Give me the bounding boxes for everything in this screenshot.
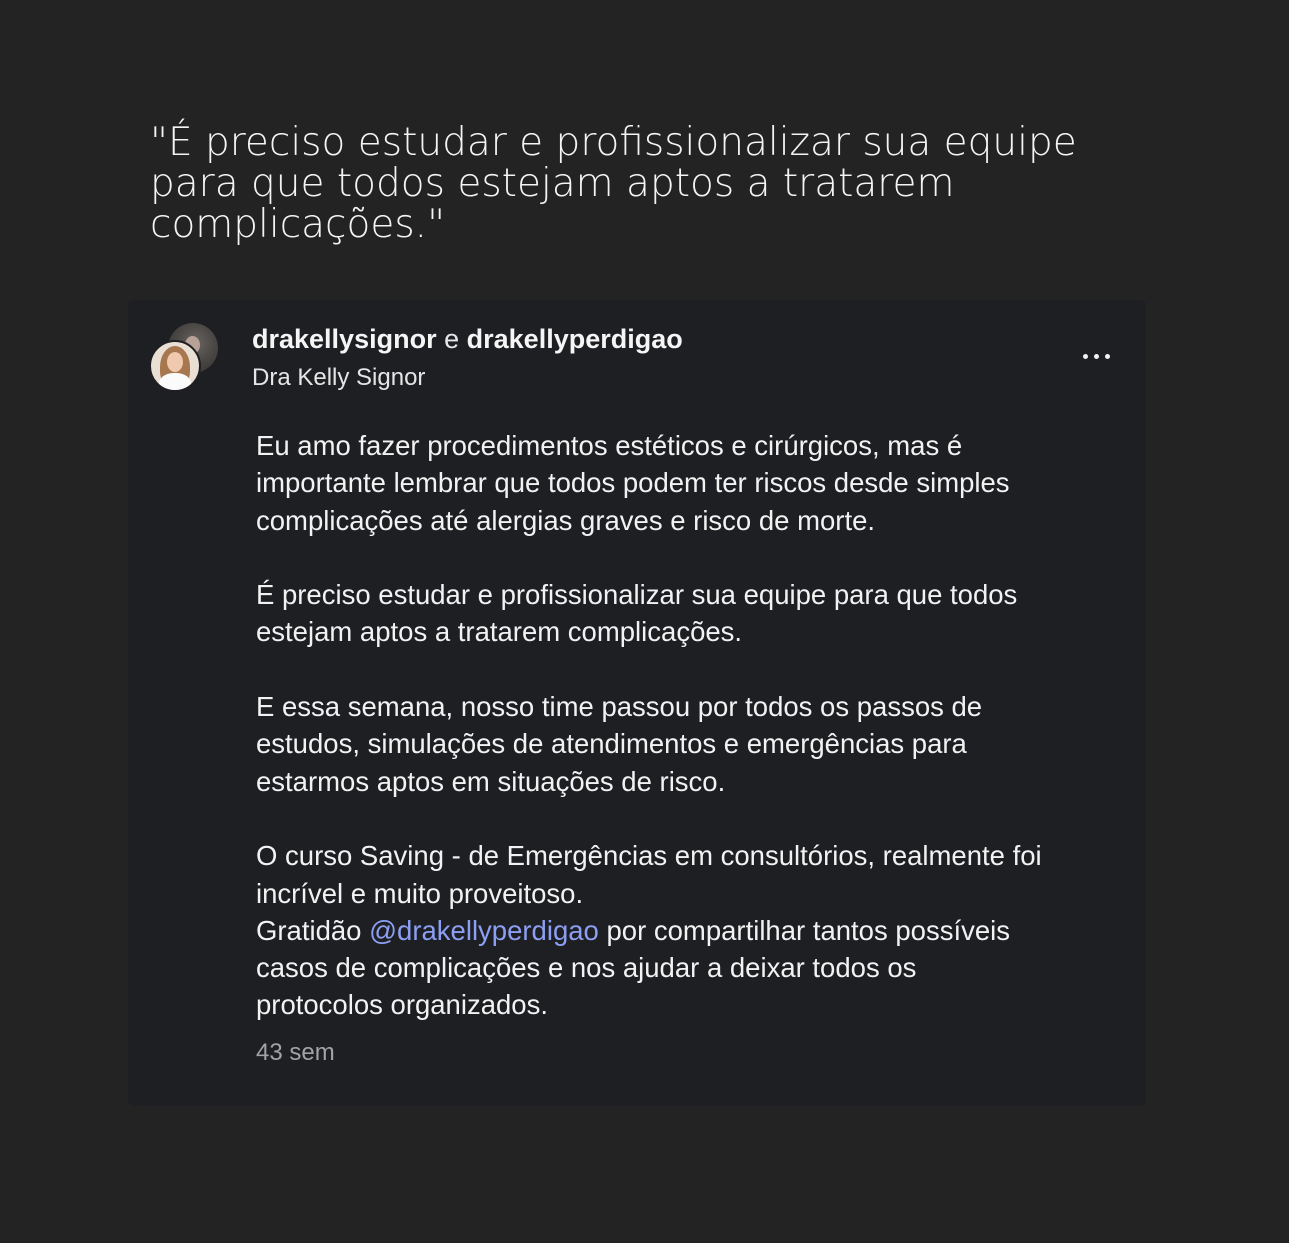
more-horizontal-icon <box>1105 354 1110 359</box>
caption-line: protocolos organizados. <box>256 989 548 1021</box>
headline-quote <box>150 122 1150 245</box>
caption-line: importante lembrar que todos podem ter riscos desde simples <box>256 467 1010 499</box>
caption-line: complicações até alergias graves e risco de morte. <box>256 504 876 536</box>
author-display-name: Dra Kelly Signor <box>252 364 426 391</box>
post-timestamp[interactable]: 43 sem <box>256 1039 335 1066</box>
caption-line: casos de complicações e nos ajudar a deixar todos os <box>256 952 917 984</box>
caption-line: O curso Saving - de Emergências em consultórios, realmente foi <box>256 840 1042 872</box>
more-horizontal-icon <box>1083 354 1088 359</box>
caption-paragraph <box>256 576 1136 651</box>
caption-line: estarmos aptos em situações de risco. <box>256 765 726 797</box>
avatar-coat <box>159 373 191 392</box>
quote-line: para que todos estejam aptos a tratarem <box>150 161 955 206</box>
more-horizontal-icon <box>1094 354 1099 359</box>
caption-line: Eu amo fazer procedimentos estéticos e cirúrgicos, mas é <box>256 430 963 461</box>
author-conjunction: e <box>444 324 460 354</box>
more-options-button[interactable] <box>1074 343 1118 369</box>
caption-line: incrível e muito proveitoso. <box>256 877 584 909</box>
post-authors <box>252 322 683 356</box>
author-link-primary[interactable]: drakellysignor <box>252 324 437 354</box>
author-link-secondary[interactable]: drakellyperdigao <box>466 324 683 354</box>
caption-paragraph <box>256 688 1136 800</box>
caption-line-gratitude <box>256 912 1136 949</box>
mention-link-drakellyperdigao[interactable]: @drakellyperdigao <box>369 914 599 946</box>
caption-paragraph <box>256 837 1136 1023</box>
collab-avatars[interactable] <box>149 323 221 395</box>
caption-line: estejam aptos a tratarem complicações. <box>256 616 743 648</box>
avatar-drakellysignor[interactable] <box>149 340 201 392</box>
caption-line: estudos, simulações de atendimentos e emergências para <box>256 728 967 760</box>
gratitude-text-after: por compartilhar tantos possíveis <box>598 914 1011 946</box>
quote-line: complicações." <box>150 202 446 247</box>
caption-line: É preciso estudar e profissionalizar sua equipe para que todos <box>256 579 1018 611</box>
quote-line: "É preciso estudar e profissionalizar sua equipe <box>150 120 1077 165</box>
post-caption <box>256 427 1136 1024</box>
caption-paragraph <box>256 427 1136 539</box>
avatar-face <box>167 352 183 372</box>
caption-line: E essa semana, nosso time passou por todos os passos de <box>256 691 983 723</box>
gratitude-text: Gratidão <box>256 914 370 946</box>
